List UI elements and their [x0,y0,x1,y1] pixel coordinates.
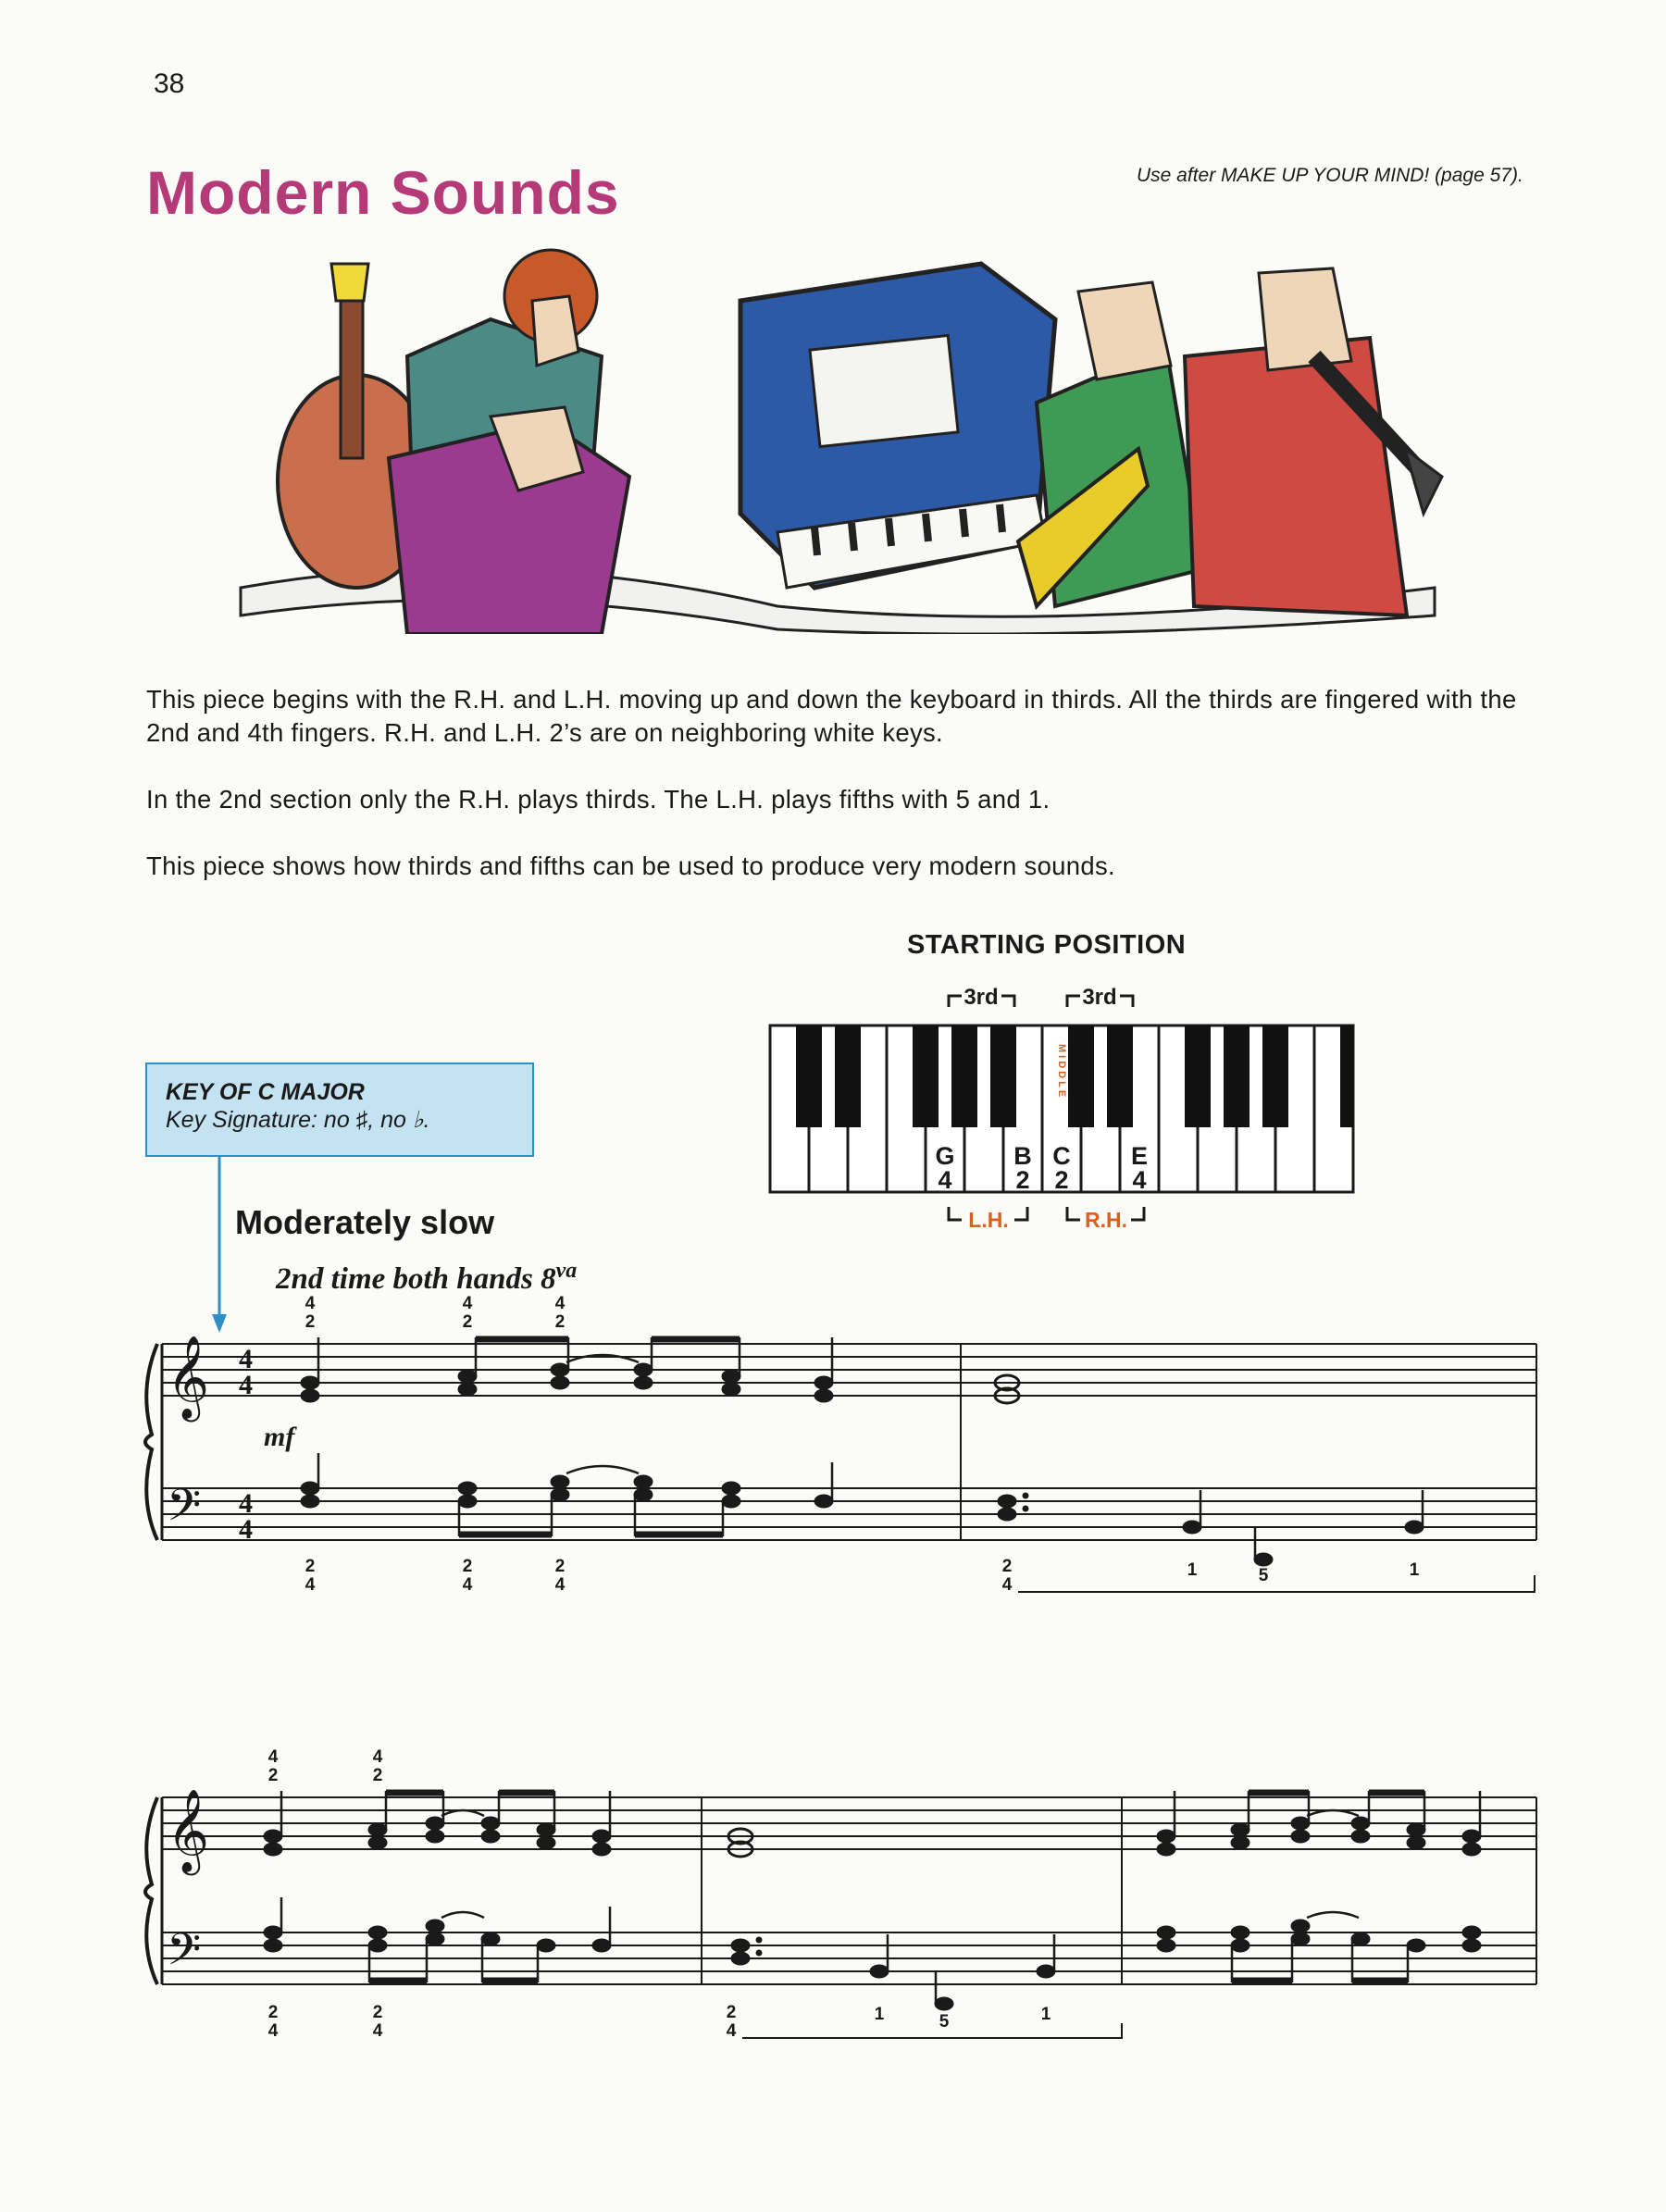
svg-text:4: 4 [462,1575,473,1595]
svg-text:𝄞: 𝄞 [167,1336,210,1419]
svg-text:4: 4 [267,2021,279,2041]
musicians-illustration [222,236,1453,634]
key-signature-text: Key Signature: no ♯, no ♭. [166,1107,430,1133]
svg-text:𝄢: 𝄢 [167,1923,202,1986]
svg-text:2: 2 [305,1557,316,1576]
svg-text:4: 4 [1001,1575,1013,1595]
svg-text:2: 2 [462,1557,473,1576]
svg-text:2: 2 [554,1312,566,1332]
svg-text:4: 4 [239,1488,253,1519]
svg-text:4: 4 [305,1294,316,1313]
lh-finger-1b: 1 [1409,1560,1420,1580]
key-e-finger: 4 [1132,1166,1147,1194]
lh-finger-1: 1 [1187,1560,1198,1580]
svg-text:4: 4 [372,2021,383,2041]
svg-text:2: 2 [372,1766,383,1785]
svg-text:4: 4 [305,1575,316,1595]
rh-label: R.H. [1085,1208,1127,1232]
svg-text:2: 2 [305,1312,316,1332]
lh-finger-5: 5 [1258,1566,1269,1585]
svg-text:4: 4 [726,2021,737,2041]
svg-text:1: 1 [874,2005,885,2024]
svg-text:𝄞: 𝄞 [167,1789,210,1872]
svg-text:5: 5 [939,2012,950,2032]
tempo-marking: Moderately slow [235,1203,495,1241]
starting-position-title: STARTING POSITION [907,930,1187,960]
repeat-note-text: 2nd time both hands 8 [276,1262,556,1296]
svg-text:4: 4 [239,1514,253,1545]
svg-text:4: 4 [267,1747,279,1767]
page-title: Modern Sounds [146,158,620,227]
key-b-note: B [1013,1142,1032,1170]
svg-text:2: 2 [554,1557,566,1576]
interval-label-left: 3rd [964,985,999,1010]
score-system-1 [139,1286,1546,1620]
svg-text:2: 2 [372,2003,383,2022]
svg-text:2: 2 [1001,1557,1013,1576]
page-number: 38 [154,68,185,99]
key-g-note: G [935,1142,955,1170]
key-c-finger: 2 [1054,1166,1069,1194]
dynamic-mf: mf [264,1422,295,1452]
svg-text:4: 4 [554,1294,566,1313]
key-e-note: E [1130,1142,1149,1170]
svg-text:1: 1 [1040,2005,1051,2024]
repeat-note-sup: va [555,1259,578,1283]
intro-paragraph-1: This piece begins with the R.H. and L.H. moving up and down the keyboard in thirds. All the thirds are fingered with the 2nd and 4th fingers. R.H. and L.H. 2’s are on neighboring white keys. [146,685,1517,747]
lh-label: L.H. [968,1208,1009,1232]
svg-text:2: 2 [462,1312,473,1332]
middle-c-label: MIDDLE [1056,1044,1067,1100]
svg-text:4: 4 [239,1370,253,1400]
use-after-note: Use after MAKE UP YOUR MIND! (page 57). [1137,165,1523,186]
svg-text:2: 2 [726,2003,737,2022]
intro-paragraph-3: This piece shows how thirds and fifths can be used to produce very modern sounds. [146,851,1115,880]
key-c-note: C [1052,1142,1071,1170]
key-b-finger: 2 [1015,1166,1030,1194]
key-signature-box [145,1063,534,1157]
key-g-finger: 4 [938,1166,952,1194]
svg-text:𝄢: 𝄢 [167,1479,202,1542]
intro-paragraph-2: In the 2nd section only the R.H. plays thirds. The L.H. plays fifths with 5 and 1. [146,785,1051,814]
interval-label-right: 3rd [1082,985,1117,1010]
svg-text:4: 4 [554,1575,566,1595]
score-system-2 [139,1740,1546,2073]
svg-text:2: 2 [267,1766,279,1785]
starting-position-keyboard [759,979,1370,1238]
svg-text:4: 4 [239,1344,253,1374]
svg-text:2: 2 [267,2003,279,2022]
svg-text:4: 4 [372,1747,383,1767]
svg-text:4: 4 [462,1294,473,1313]
key-name: KEY OF C MAJOR [166,1079,365,1105]
